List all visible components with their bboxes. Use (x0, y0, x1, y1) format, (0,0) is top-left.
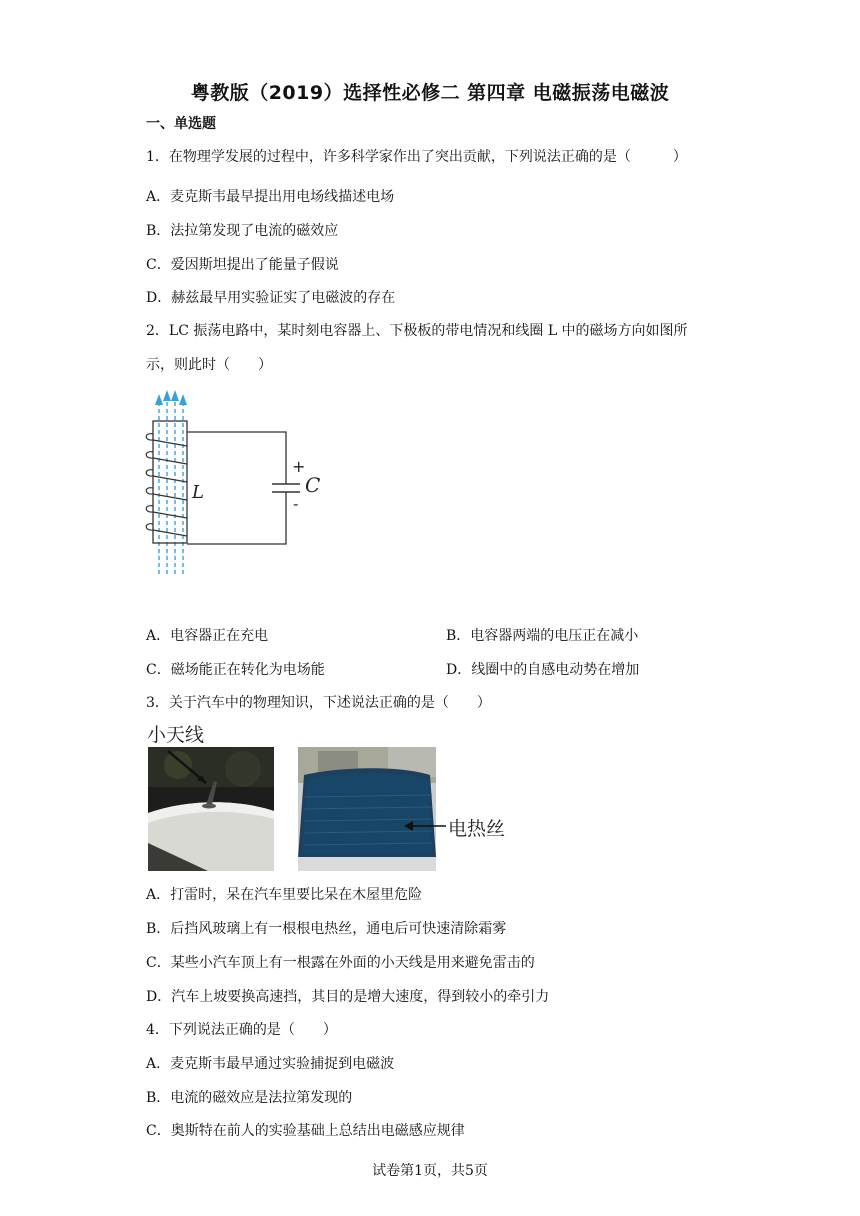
capacitor-label: C (305, 473, 321, 497)
q1-option-a: A．麦克斯韦最早提出用电场线描述电场 (146, 189, 395, 205)
q2-stem-line1: 2．LC 振荡电路中，某时刻电容器上、下极板的带电情况和线圈 L 中的磁场方向如图所 (146, 323, 688, 339)
heating-wire-label: 电热丝 (448, 818, 506, 840)
field-arrowheads (155, 390, 187, 405)
q4-stem: 4．下列说法正确的是（ ） (146, 1022, 337, 1038)
q4-option-b: B．电流的磁效应是法拉第发现的 (146, 1090, 353, 1106)
inductor-label: L (192, 482, 204, 503)
minus-sign: - (293, 495, 299, 513)
heating-wire-arrow (404, 820, 448, 832)
q3-option-b: B．后挡风玻璃上有一根根电热丝，通电后可快速清除霜雾 (146, 921, 507, 937)
section-heading: 一、单选题 (146, 116, 216, 132)
q2-stem-line2: 示，则此时（ ） (146, 357, 272, 373)
q2-option-c: C．磁场能正在转化为电场能 (146, 662, 325, 678)
q1-stem: 1．在物理学发展的过程中，许多科学家作出了突出贡献，下列说法正确的是（ ） (146, 149, 687, 165)
car-antenna-photo (148, 747, 274, 871)
magnetic-field-lines (159, 400, 183, 574)
page-footer: 试卷第1页，共5页 (372, 1163, 488, 1179)
q3-option-c: C．某些小汽车顶上有一根露在外面的小天线是用来避免雷击的 (146, 955, 535, 971)
q1-option-d: D．赫兹最早用实验证实了电磁波的存在 (146, 290, 396, 306)
q2-option-b: B．电容器两端的电压正在减小 (446, 628, 639, 644)
antenna-photo-label: 小天线 (147, 724, 205, 746)
page-title: 粤教版（2019）选择性必修二 第四章 电磁振荡电磁波 (190, 82, 670, 104)
q2-option-d: D．线圈中的自感电动势在增加 (446, 662, 640, 678)
q2-option-a: A．电容器正在充电 (146, 628, 269, 644)
q1-option-b: B．法拉第发现了电流的磁效应 (146, 223, 339, 239)
q4-option-c: C．奥斯特在前人的实验基础上总结出电磁感应规律 (146, 1123, 465, 1139)
q3-option-a: A．打雷时，呆在汽车里要比呆在木屋里危险 (146, 887, 423, 903)
inductor-core (153, 421, 187, 543)
q3-option-d: D．汽车上坡要换高速挡，其目的是增大速度，得到较小的牵引力 (146, 989, 550, 1005)
lc-circuit-diagram (140, 388, 340, 580)
q1-option-c: C．爱因斯坦提出了能量子假说 (146, 257, 339, 273)
rear-window-photo (298, 747, 436, 871)
q4-option-a: A．麦克斯韦最早通过实验捕捉到电磁波 (146, 1056, 395, 1072)
plus-sign: + (292, 457, 306, 476)
q3-stem: 3．关于汽车中的物理知识，下述说法正确的是（ ） (146, 695, 491, 711)
